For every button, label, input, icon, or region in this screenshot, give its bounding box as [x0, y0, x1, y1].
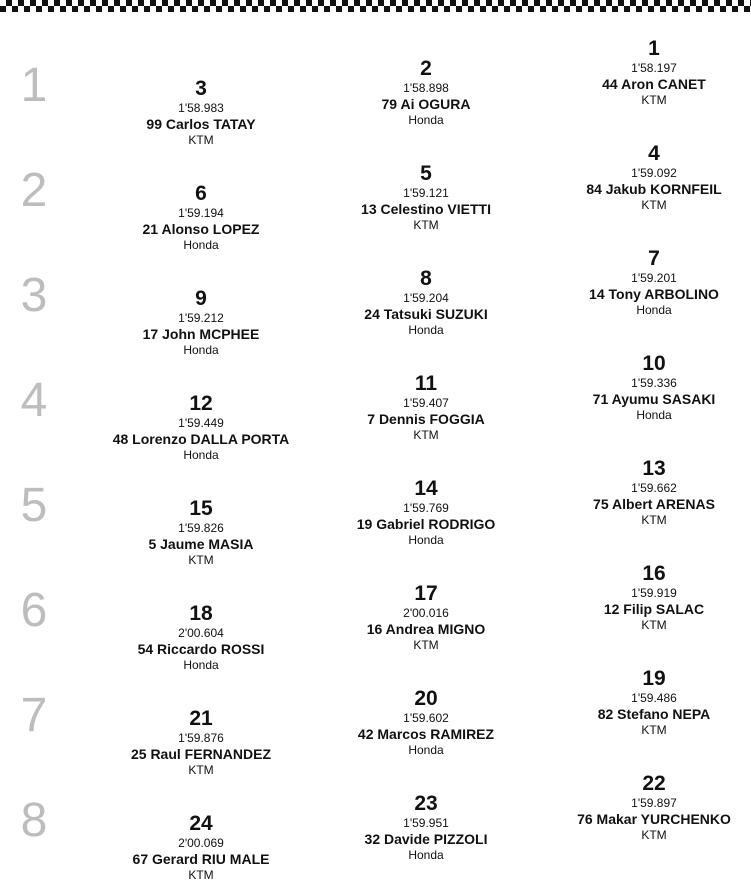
- rider-name: 44 Aron CANET: [602, 76, 706, 92]
- manufacturer: KTM: [413, 428, 439, 442]
- lap-time: 1'59.662: [631, 481, 677, 495]
- rider-name: 84 Jakub KORNFEIL: [586, 181, 722, 197]
- manufacturer: KTM: [413, 638, 439, 652]
- rider-name: 14 Tony ARBOLINO: [589, 286, 719, 302]
- manufacturer: KTM: [641, 198, 667, 212]
- rider-name: 5 Jaume MASIA: [148, 536, 254, 552]
- rider-name: 71 Ayumu SASAKI: [592, 391, 716, 407]
- grid-slot: [86, 813, 316, 883]
- grid-position: 6: [195, 182, 207, 205]
- lap-time: 1'59.336: [631, 376, 677, 390]
- grid-slot: [311, 793, 541, 863]
- rider-name: 7 Dennis FOGGIA: [367, 411, 485, 427]
- grid-slot: [539, 563, 751, 633]
- grid-position: 10: [642, 352, 666, 375]
- grid-slot: [311, 163, 541, 233]
- rider-name: 75 Albert ARENAS: [593, 496, 715, 512]
- lap-time: 1'59.212: [178, 311, 224, 325]
- lap-time: 1'58.983: [178, 101, 224, 115]
- grid-position: 11: [414, 372, 438, 395]
- grid-slot: [311, 268, 541, 338]
- grid-slot: [311, 583, 541, 653]
- grid-position: 1: [648, 37, 660, 60]
- grid-slot: [539, 668, 751, 738]
- rider-name: 13 Celestino VIETTI: [361, 201, 491, 217]
- lap-time: 1'59.121: [403, 186, 449, 200]
- grid-position: 8: [420, 267, 432, 290]
- rider-name: 48 Lorenzo DALLA PORTA: [112, 431, 290, 447]
- grid-position: 12: [189, 392, 213, 415]
- manufacturer: KTM: [413, 218, 439, 232]
- grid-row-number: 7: [20, 689, 48, 742]
- grid-position: 21: [189, 707, 213, 730]
- manufacturer: Honda: [183, 448, 219, 462]
- manufacturer: KTM: [641, 723, 667, 737]
- lap-time: 1'59.876: [178, 731, 224, 745]
- lap-time: 1'59.194: [178, 206, 224, 220]
- grid-slot: [539, 143, 751, 213]
- grid-position: 17: [414, 582, 438, 605]
- grid-slot: [86, 78, 316, 148]
- manufacturer: Honda: [408, 323, 444, 337]
- lap-time: 1'59.092: [631, 166, 677, 180]
- rider-name: 54 Riccardo ROSSI: [137, 641, 265, 657]
- lap-time: 1'59.201: [631, 271, 677, 285]
- grid-slot: [86, 603, 316, 673]
- grid-slot: [86, 183, 316, 253]
- rider-name: 19 Gabriel RODRIGO: [356, 516, 496, 532]
- rider-name: 79 Ai OGURA: [381, 96, 471, 112]
- grid-slot: [311, 58, 541, 128]
- grid-slot: [86, 498, 316, 568]
- rider-name: 24 Tatsuki SUZUKI: [364, 306, 488, 322]
- manufacturer: KTM: [188, 553, 214, 567]
- manufacturer: KTM: [641, 618, 667, 632]
- manufacturer: Honda: [636, 303, 672, 317]
- lap-time: 1'59.449: [178, 416, 224, 430]
- grid-row-number: 5: [20, 479, 48, 532]
- lap-time: 2'00.069: [178, 836, 224, 850]
- manufacturer: KTM: [188, 763, 214, 777]
- grid-position: 22: [642, 772, 666, 795]
- rider-name: 32 Davide PIZZOLI: [364, 831, 488, 847]
- grid-slot: [311, 373, 541, 443]
- manufacturer: Honda: [408, 533, 444, 547]
- manufacturer: Honda: [636, 408, 672, 422]
- lap-time: 1'59.407: [403, 396, 449, 410]
- grid-position: 14: [414, 477, 438, 500]
- rider-name: 17 John MCPHEE: [142, 326, 260, 342]
- lap-time: 1'58.197: [631, 61, 677, 75]
- grid-position: 3: [195, 77, 207, 100]
- lap-time: 2'00.016: [403, 606, 449, 620]
- grid-slot: [86, 708, 316, 778]
- lap-time: 1'58.898: [403, 81, 449, 95]
- grid-row-number: 4: [20, 374, 48, 427]
- manufacturer: Honda: [408, 848, 444, 862]
- rider-name: 12 Filip SALAC: [603, 601, 705, 617]
- grid-row-number: 6: [20, 584, 48, 637]
- manufacturer: KTM: [641, 513, 667, 527]
- grid-row-number: 8: [20, 794, 48, 847]
- lap-time: 1'59.602: [403, 711, 449, 725]
- lap-time: 1'59.897: [631, 796, 677, 810]
- grid-slot: [539, 248, 751, 318]
- grid-slot: [86, 288, 316, 358]
- manufacturer: Honda: [408, 743, 444, 757]
- rider-name: 21 Alonso LOPEZ: [142, 221, 260, 237]
- grid-position: 4: [648, 142, 660, 165]
- grid-row-number: 1: [20, 59, 48, 112]
- lap-time: 1'59.486: [631, 691, 677, 705]
- grid-slot: [311, 688, 541, 758]
- lap-time: 1'59.919: [631, 586, 677, 600]
- grid-slot: [311, 478, 541, 548]
- grid-position: 7: [648, 247, 660, 270]
- rider-name: 82 Stefano NEPA: [597, 706, 711, 722]
- grid-position: 2: [420, 57, 432, 80]
- grid-slot: [539, 353, 751, 423]
- manufacturer: KTM: [188, 133, 214, 147]
- lap-time: 1'59.769: [403, 501, 449, 515]
- rider-name: 16 Andrea MIGNO: [366, 621, 486, 637]
- grid-position: 23: [414, 792, 438, 815]
- grid-row-number: 3: [20, 269, 48, 322]
- grid-position: 20: [414, 687, 438, 710]
- manufacturer: Honda: [183, 658, 219, 672]
- manufacturer: Honda: [183, 238, 219, 252]
- grid-slot: [539, 38, 751, 108]
- grid-slot: [539, 773, 751, 843]
- grid-position: 24: [189, 812, 213, 835]
- grid-position: 5: [420, 162, 432, 185]
- manufacturer: KTM: [641, 828, 667, 842]
- grid-slot: [539, 458, 751, 528]
- rider-name: 99 Carlos TATAY: [146, 116, 256, 132]
- rider-name: 42 Marcos RAMIREZ: [357, 726, 495, 742]
- lap-time: 1'59.204: [403, 291, 449, 305]
- grid-position: 18: [189, 602, 213, 625]
- grid-slot: [86, 393, 316, 463]
- lap-time: 1'59.951: [403, 816, 449, 830]
- grid-position: 15: [189, 497, 213, 520]
- manufacturer: Honda: [408, 113, 444, 127]
- manufacturer: KTM: [188, 868, 214, 882]
- rider-name: 76 Makar YURCHENKO: [577, 811, 731, 827]
- lap-time: 2'00.604: [178, 626, 224, 640]
- rider-name: 67 Gerard RIU MALE: [132, 851, 270, 867]
- manufacturer: KTM: [641, 93, 667, 107]
- lap-time: 1'59.826: [178, 521, 224, 535]
- grid-position: 9: [195, 287, 207, 310]
- grid-position: 19: [642, 667, 666, 690]
- grid-position: 16: [642, 562, 666, 585]
- manufacturer: Honda: [183, 343, 219, 357]
- rider-name: 25 Raul FERNANDEZ: [130, 746, 272, 762]
- grid-position: 13: [642, 457, 666, 480]
- grid-row-number: 2: [20, 164, 48, 217]
